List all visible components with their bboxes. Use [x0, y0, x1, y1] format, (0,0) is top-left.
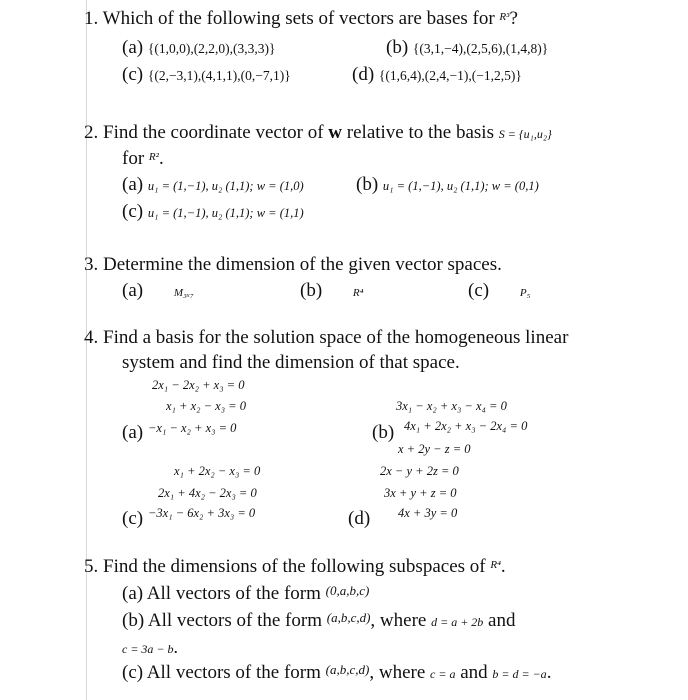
- q4a-eq1: 2x₁ − 2x₂ + x₃ = 0: [152, 378, 245, 392]
- q3-option-c: (c) P₅: [468, 280, 531, 301]
- q2-basis: S = {u₁,u₂}: [498, 127, 552, 141]
- q4c-eq1: x₁ + 2x₂ − x₃ = 0: [174, 464, 261, 478]
- q4c-eq3: −3x₁ − 6x₂ + 3x₃ = 0: [148, 506, 256, 520]
- q5-part-a: (a) All vectors of the form $^{(0,a,b,c)}$: [122, 583, 370, 604]
- q4b-eq1: 3x₁ − x₂ + x₃ − x₄ = 0: [396, 399, 507, 413]
- q4d-eq1: x + 2y − z = 0: [398, 442, 471, 456]
- q3-stem: 3. Determine the dimension of the given vector spaces.: [84, 254, 502, 275]
- q4d-eq2: 2x − y + 2z = 0: [380, 464, 459, 478]
- q3-option-b: (b) R⁴: [300, 280, 364, 301]
- q2-option-c: (c) u₁ = (1,−1), u₂ (1,1); w = (1,1): [122, 201, 304, 222]
- q4c-eq2: 2x₁ + 4x₂ − 2x₃ = 0: [158, 486, 257, 500]
- q2-stem: 2. Find the coordinate vector of w relative to the basis S = {u₁,u₂}: [84, 122, 552, 143]
- q4a-eq3: −x₁ − x₂ + x₃ = 0: [148, 421, 237, 435]
- q4b-eq2: 4x₁ + 2x₂ + x₃ − 2x₄ = 0: [404, 419, 528, 433]
- q1-space: R³: [499, 11, 510, 23]
- q5-stem: 5. Find the dimensions of the following subspaces of $^{R^4}$.: [84, 556, 506, 577]
- q4-stem-line1: 4. Find a basis for the solution space of the homogeneous linear: [84, 327, 569, 348]
- q4d-eq3: 3x + y + z = 0: [384, 486, 457, 500]
- page-margin-line: [86, 0, 87, 700]
- q4a-label: (a): [122, 422, 144, 443]
- q1-option-a: (a) {(1,0,0),(2,2,0),(3,3,3)}: [122, 37, 276, 58]
- q4-stem-line2: system and find the dimension of that space.: [122, 352, 460, 373]
- q4d-label: (d): [348, 508, 371, 529]
- q2-for: for $^{R^2}$.: [122, 148, 164, 169]
- q1-stem: 1. Which of the following sets of vectors are bases for $^{R^3}$?: [84, 8, 518, 29]
- q3-option-a: (a) M₃ₓ₇: [122, 280, 194, 301]
- q4a-eq2: x₁ + x₂ − x₃ = 0: [166, 399, 246, 413]
- q5-part-b: (b) All vectors of the form $^{(a,b,c,d)}$, where d = a + 2b and: [122, 610, 516, 631]
- q1-option-d: (d) {(1,6,4),(2,4,−1),(−1,2,5)}: [352, 64, 522, 85]
- q4b-label: (b): [372, 422, 395, 443]
- q4c-label: (c): [122, 508, 144, 529]
- q2-option-a: (a) u₁ = (1,−1), u₂ (1,1); w = (1,0): [122, 174, 304, 195]
- q1-option-b: (b) {(3,1,−4),(2,5,6),(1,4,8)}: [386, 37, 549, 58]
- q2-option-b: (b) u₁ = (1,−1), u₂ (1,1); w = (0,1): [356, 174, 539, 195]
- q5-part-b-cond2: c = 3a − b.: [122, 637, 179, 657]
- q5-part-c: (c) All vectors of the form $^{(a,b,c,d)}$, where c = a and b = d = −a.: [122, 662, 552, 683]
- q4d-eq4: 4x + 3y = 0: [398, 506, 458, 520]
- q1-option-c: (c) {(2,−3,1),(4,1,1),(0,−7,1)}: [122, 64, 291, 85]
